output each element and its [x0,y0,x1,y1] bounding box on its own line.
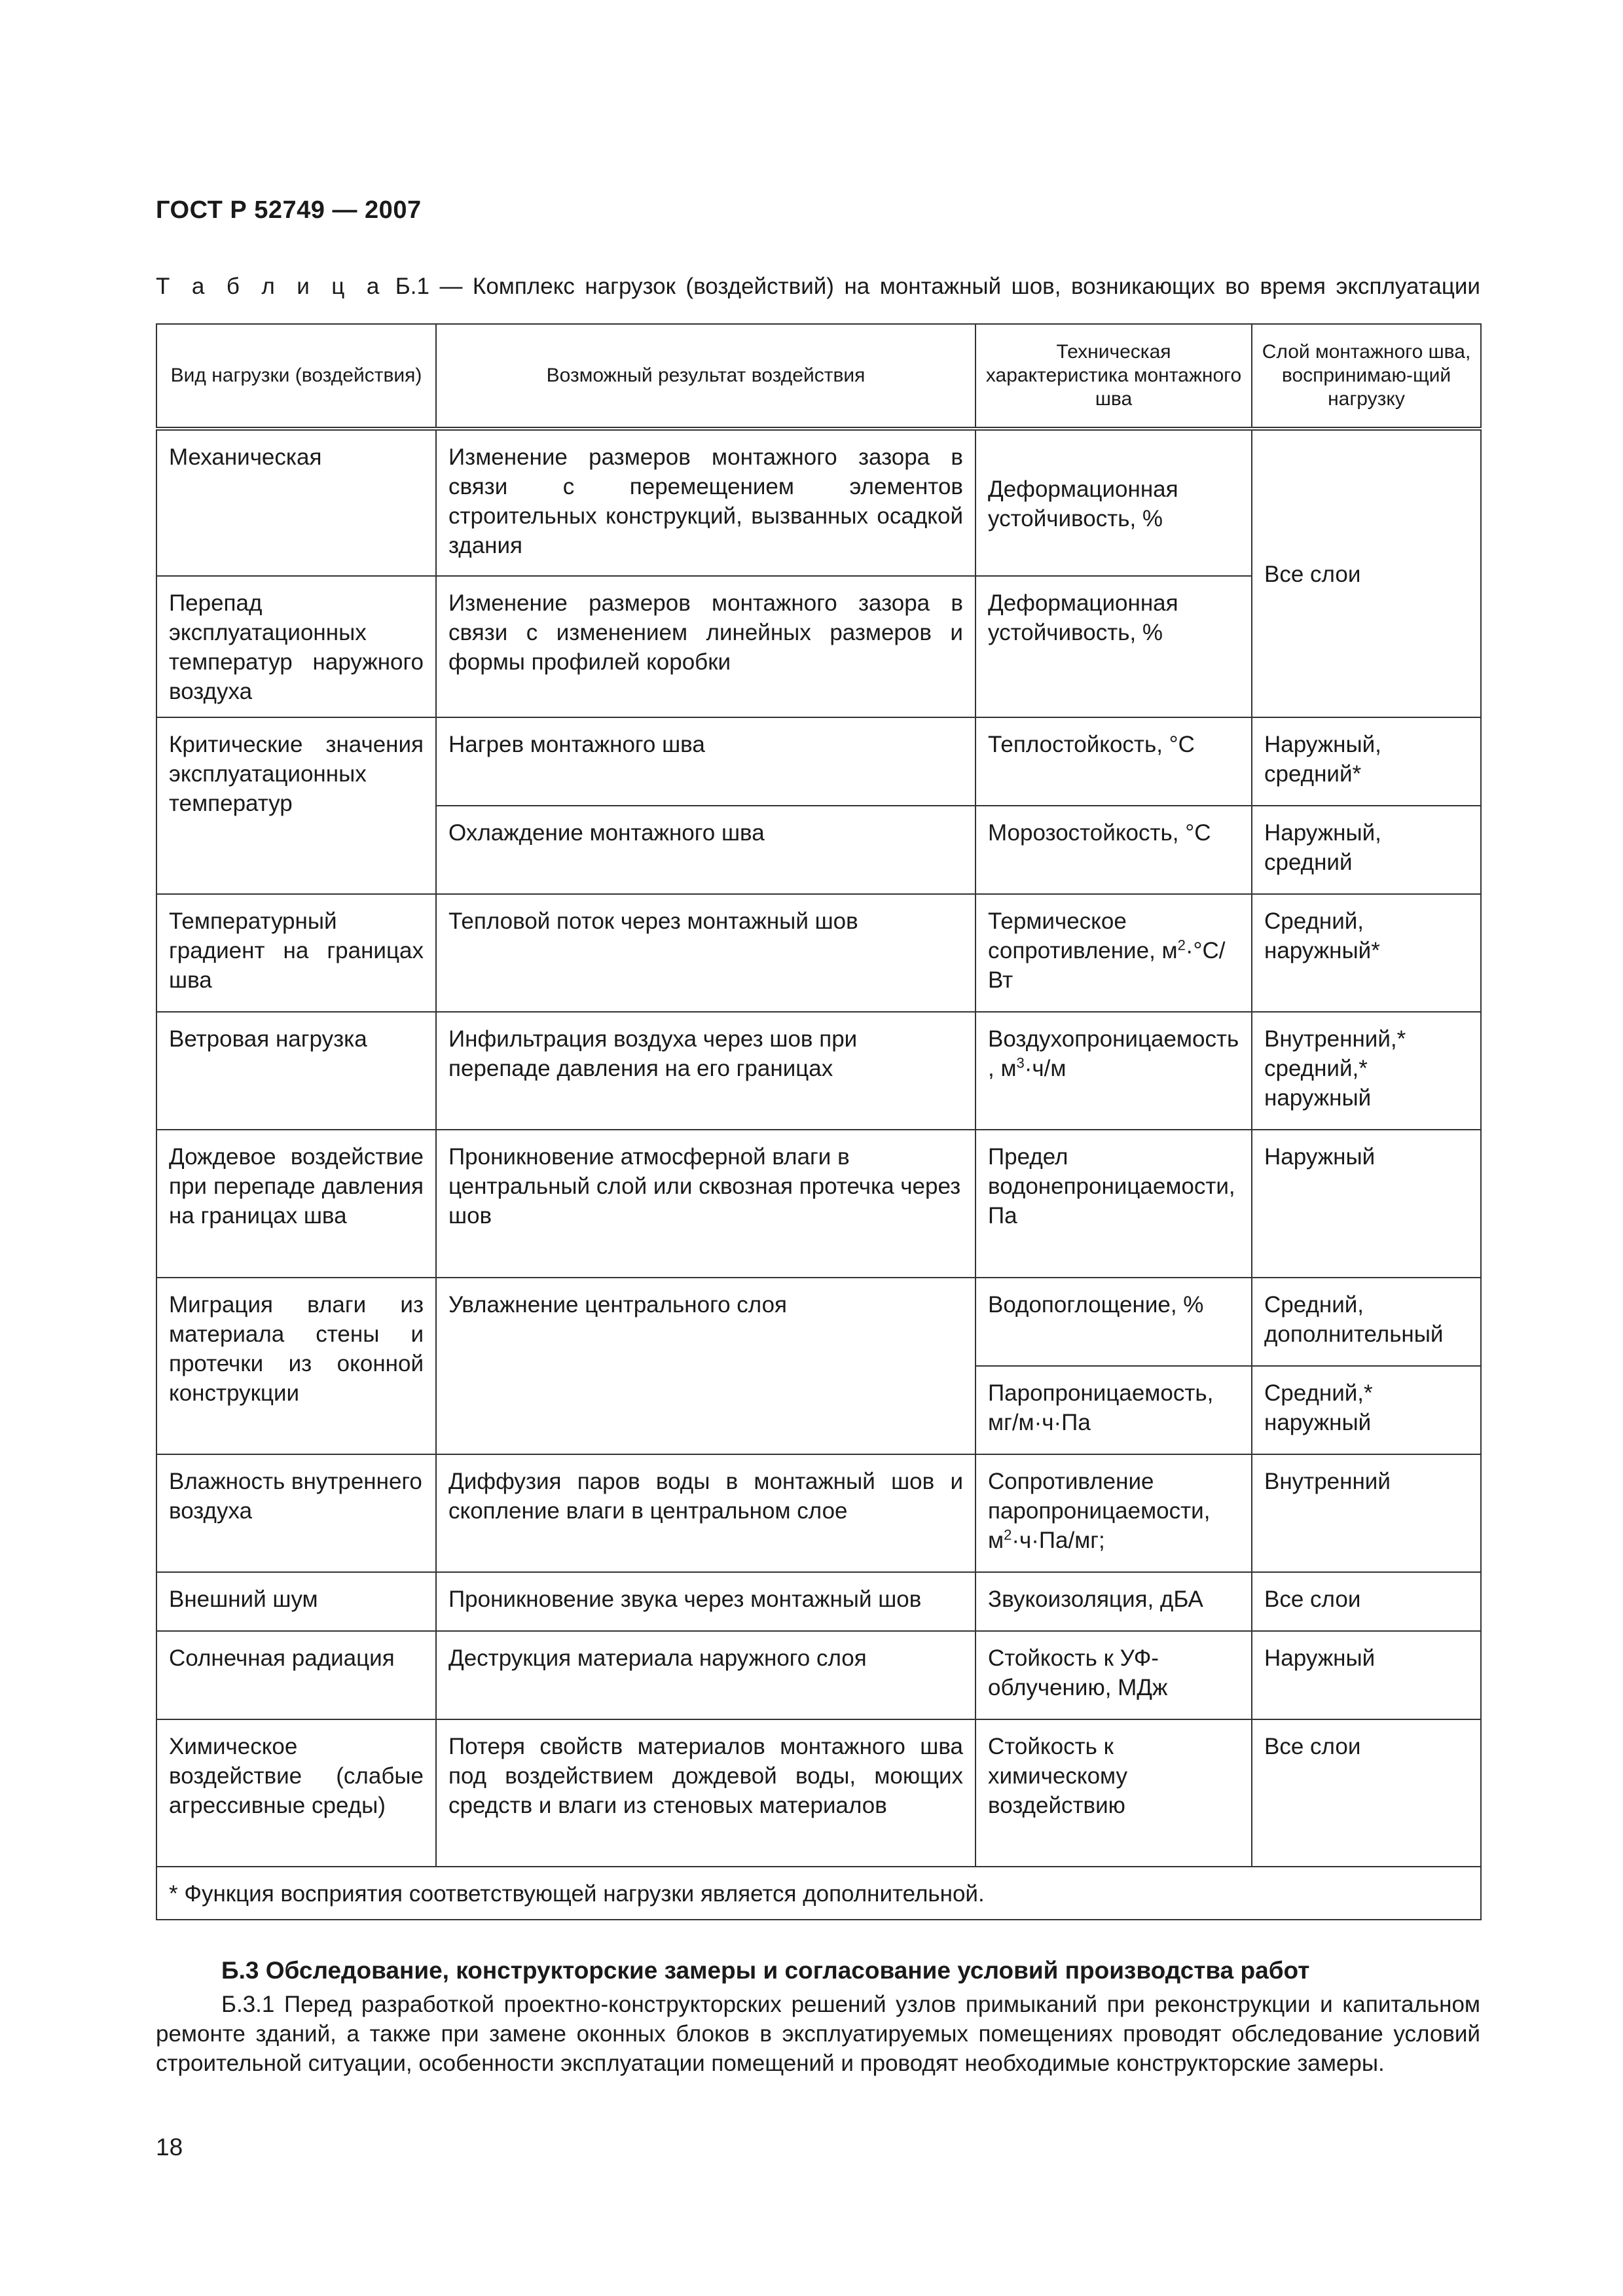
cell-load: Внешний шум [156,1572,436,1631]
table-footnote: * Функция восприятия соответствующей нагрузки является дополнительной. [156,1867,1481,1920]
cell-result: Нагрев монтажного шва [436,717,976,806]
cell-characteristic-unit: ·ч·Па/мг; [1012,1528,1105,1553]
cell-characteristic: Морозостойкость, °С [976,806,1252,894]
cell-layer: Наружный [1252,1130,1481,1278]
cell-load: Температурный градиент на границах шва [156,894,436,1012]
table-row [156,1012,1481,1130]
cell-result: Деструкция материала наружного слоя [436,1631,976,1719]
cell-result: Проникновение атмосферной влаги в центральный слой или сквозная протечка через шов [436,1130,976,1278]
table-row [156,429,1481,576]
cell-result: Проникновение звука через монтажный шов [436,1572,976,1631]
cell-characteristic: Деформационная устойчивость, % [976,576,1252,717]
header-load-type: Вид нагрузки (воздействия) [156,324,436,429]
cell-layer: Средний, дополнительный [1252,1278,1481,1366]
cell-load: Дождевое воздействие при перепаде давления на границах шва [156,1130,436,1278]
cell-load: Солнечная радиация [156,1631,436,1719]
table-row [156,1572,1481,1631]
cell-characteristic [976,894,1252,1012]
cell-characteristic-unit: ·°С/Вт [988,938,1226,993]
cell-layer: Внутренний [1252,1454,1481,1572]
cell-result: Диффузия паров воды в монтажный шов и скопление влаги в центральном слое [436,1454,976,1572]
cell-load: Механическая [156,429,436,576]
cell-result: Инфильтрация воздуха через шов при перепаде давления на его границах [436,1012,976,1130]
cell-characteristic [976,1454,1252,1572]
table-row [156,894,1481,1012]
superscript: 2 [1004,1526,1012,1543]
cell-load: Ветровая нагрузка [156,1012,436,1130]
cell-load: Перепад эксплуатационных температур наружного воздуха [156,576,436,717]
cell-characteristic: Деформационная устойчивость, % [976,429,1252,576]
table-row [156,1454,1481,1572]
page-number: 18 [156,2134,183,2161]
table-caption [156,274,1480,300]
cell-characteristic-text: Сопротивление паропроницаемости, м [988,1469,1211,1553]
cell-result: Увлажнение центрального слоя [436,1278,976,1454]
table-footnote-row [156,1867,1481,1920]
cell-layer: Наружный, средний* [1252,717,1481,806]
cell-load: Критические значения эксплуатационных температур [156,717,436,894]
table-row [156,1130,1481,1278]
cell-layer: Средний, наружный* [1252,894,1481,1012]
table-header-row [156,324,1481,429]
superscript: 2 [1177,937,1186,954]
superscript: 3 [1016,1054,1025,1071]
cell-characteristic: Предел водонепроницаемости, Па [976,1130,1252,1278]
header-characteristic: Техническая характеристика монтажного шва [976,324,1252,429]
cell-result: Изменение размеров монтажного зазора в связи с перемещением элементов строительных конструкций, вызванных осадкой здания [436,429,976,576]
cell-load: Химическое воздействие (слабые агрессивные среды) [156,1719,436,1867]
cell-result: Изменение размеров монтажного зазора в связи с изменением линейных размеров и формы профилей коробки [436,576,976,717]
table-caption-prefix: Т а б л и ц а [156,274,386,299]
cell-characteristic: Звукоизоляция, дБА [976,1572,1252,1631]
cell-characteristic: Стойкость к химическому воздействию [976,1719,1252,1867]
cell-characteristic: Стойкость к УФ-облучению, МДж [976,1631,1252,1719]
cell-characteristic: Водопоглощение, % [976,1278,1252,1366]
cell-layer: Внутренний,* средний,* наружный [1252,1012,1481,1130]
cell-characteristic-unit: ·ч/м [1024,1056,1067,1081]
table-row [156,717,1481,806]
loads-table [156,323,1482,1920]
header-result: Возможный результат воздействия [436,324,976,429]
cell-layer: Все слои [1252,1572,1481,1631]
document-header: ГОСТ Р 52749 — 2007 [156,196,422,224]
cell-layer: Средний,* наружный [1252,1366,1481,1454]
table-row [156,1719,1481,1867]
cell-layer: Наружный [1252,1631,1481,1719]
section-title: Б.3 Обследование, конструкторские замеры и согласование условий производства работ [221,1957,1310,1984]
section-paragraph: Б.3.1 Перед разработкой проектно-конструкторских решений узлов примыканий при реконструкции и капитальном ремонте зданий, а также при замене оконных блоков в эксплуатируемых помещениях проводят обследование условий строительной ситуации, особенности эксплуатации помещений и проводят необходимые конструкторские замеры. [156,1992,1480,2076]
cell-characteristic-text: Воздухопроницаемость, м [988,1026,1239,1081]
header-layer: Слой монтажного шва, воспринимаю-щий нагрузку [1252,324,1481,429]
cell-layer: Все слои [1252,429,1481,717]
cell-load: Влажность внутреннего воздуха [156,1454,436,1572]
cell-characteristic: Паропроницаемость, мг/м·ч·Па [976,1366,1252,1454]
cell-result: Охлаждение монтажного шва [436,806,976,894]
cell-load: Миграция влаги из материала стены и протечки из оконной конструкции [156,1278,436,1454]
cell-result: Потеря свойств материалов монтажного шва под воздействием дождевой воды, моющих средств и влаги из стеновых материалов [436,1719,976,1867]
cell-layer: Все слои [1252,1719,1481,1867]
table-caption-text: Б.1 — Комплекс нагрузок (воздействий) на монтажный шов, возникающих во время эксплуатации [385,274,1480,299]
cell-characteristic-text: Термическое сопротивление, м [988,908,1178,963]
cell-result: Тепловой поток через монтажный шов [436,894,976,1012]
cell-characteristic [976,1012,1252,1130]
table-row [156,1631,1481,1719]
cell-layer: Наружный, средний [1252,806,1481,894]
cell-characteristic: Теплостойкость, °С [976,717,1252,806]
table-row [156,1278,1481,1366]
